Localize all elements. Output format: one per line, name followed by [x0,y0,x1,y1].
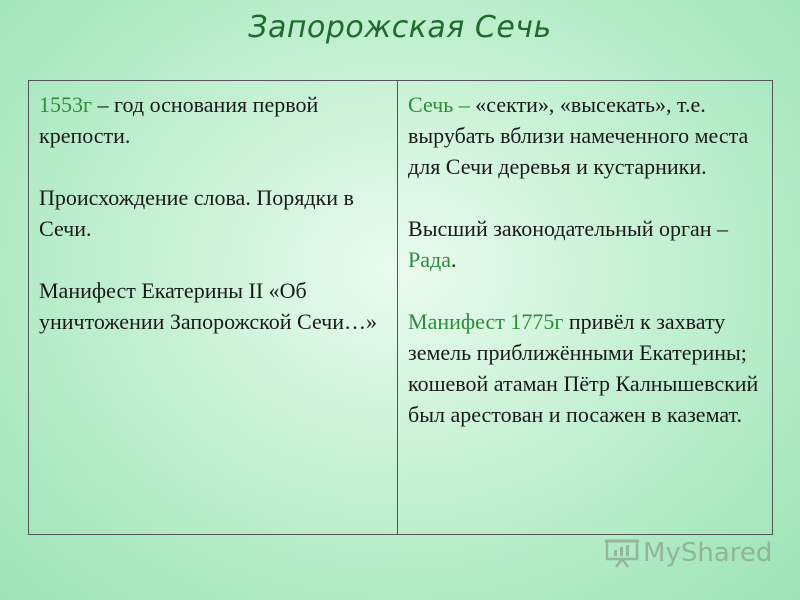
founding-year: 1553г [39,92,93,117]
rada-text-end: . [450,247,457,272]
rada-term: Рада [408,247,451,272]
left-paragraph-manifest: Манифест Екатерины II «Об уничтожении Запорожской Сечи…» [39,278,378,334]
left-paragraph-origin: Происхождение слова. Порядки в Сечи. [39,185,354,241]
presentation-board-icon [605,538,639,568]
sech-term: Сечь – [408,92,470,117]
right-paragraph-rada [408,213,762,275]
right-column [398,81,772,534]
founding-text: – год основания первой крепости. [39,92,319,148]
page-title: Запорожская Сечь [248,10,552,45]
manifest-text: привёл к захвату земель приближёнными Екатерины; кошевой атаман Пётр Калнышевский был арестован и посажен в каземат. [408,309,759,427]
content-table [28,80,773,535]
etymology-text: «секти», «высекать», т.е. вырубать вблизи намеченного места для Сечи деревья и кустарники. [408,92,749,179]
right-paragraph-manifest [408,306,762,430]
myshared-watermark [605,538,772,568]
right-paragraph-etymology [408,89,762,182]
rada-text-start: Высший законодательный орган – [408,216,729,241]
manifest-term: Манифест 1775г [408,309,564,334]
watermark-text: MyShared [643,538,773,568]
left-paragraph-founding [39,89,387,151]
left-column [29,81,398,534]
